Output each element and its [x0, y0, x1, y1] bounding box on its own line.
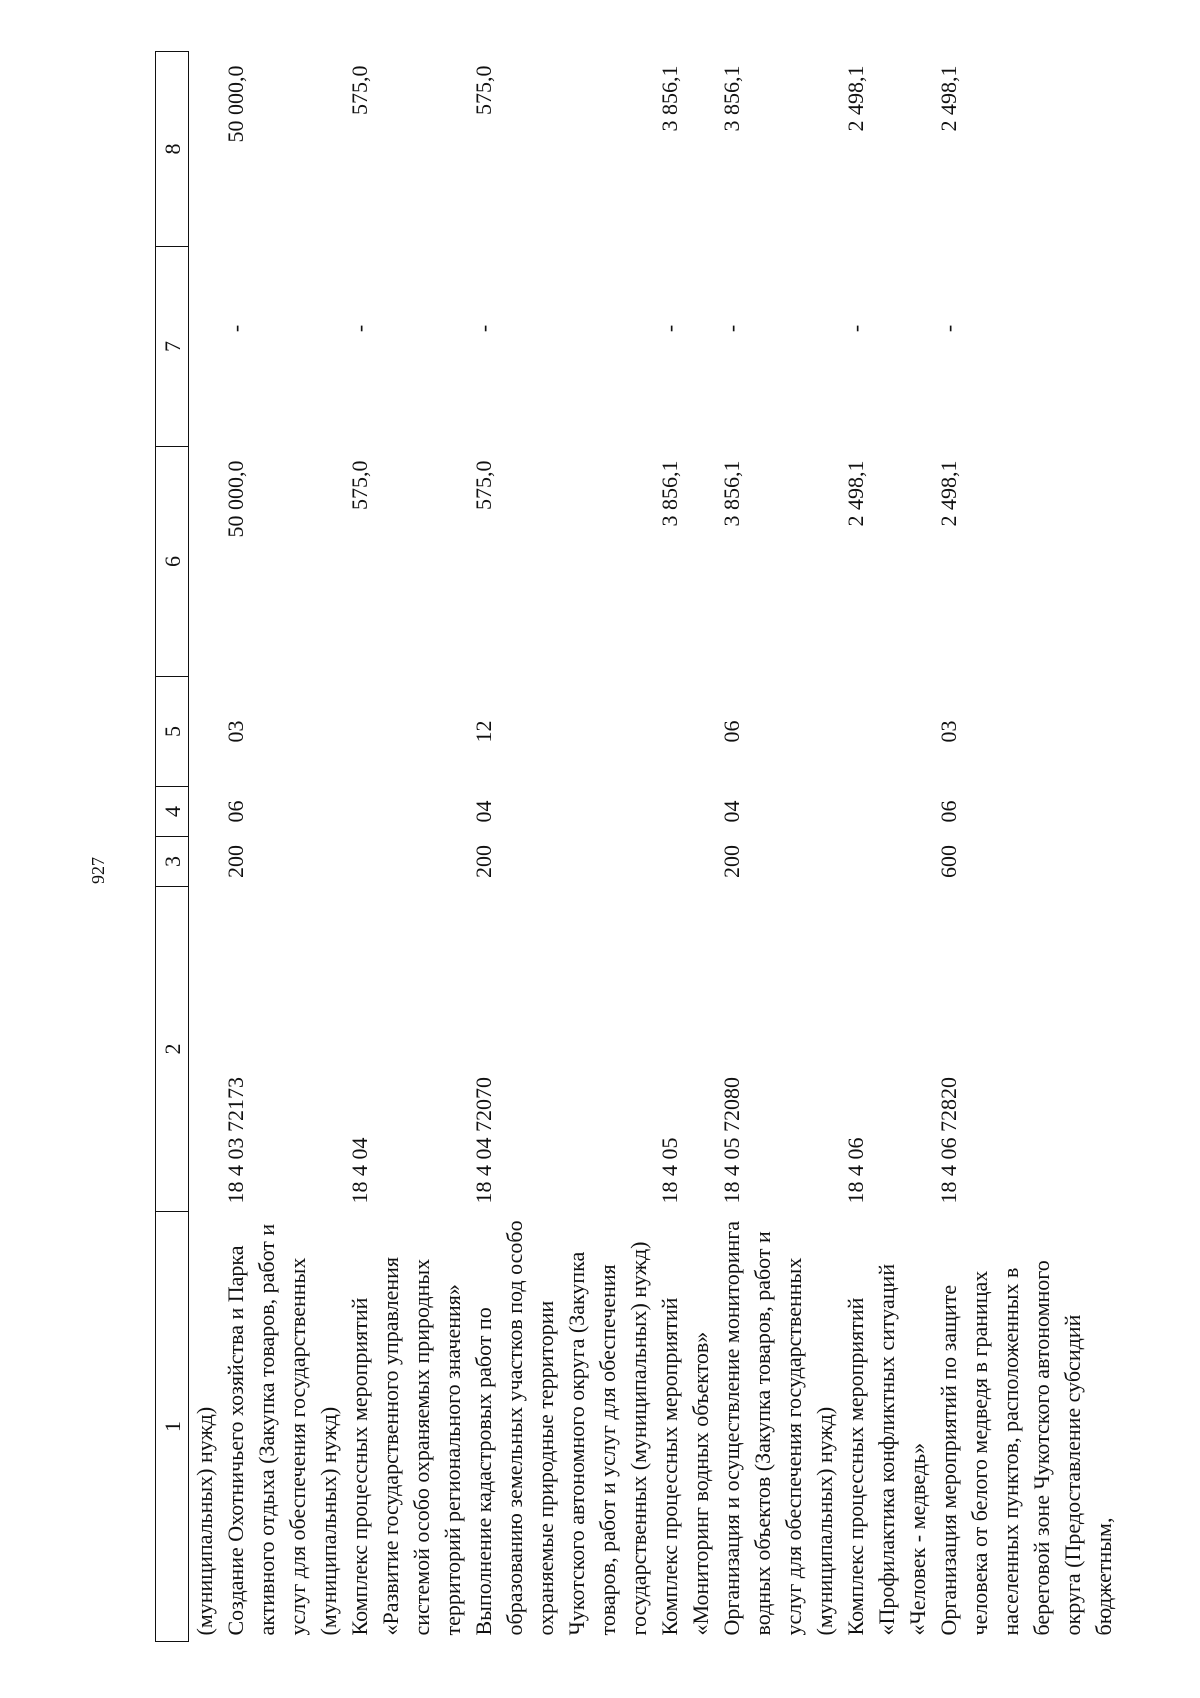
page-number-text: 927 — [87, 856, 108, 884]
cell-col-1: (муниципальных) нужд) — [192, 1406, 217, 1636]
cell-col-6: 575,0 — [471, 460, 496, 510]
cell-col-7: - — [347, 324, 372, 333]
table-row — [189, 52, 221, 1642]
cell-col-7: - — [657, 324, 682, 333]
cell-col-3 — [189, 837, 221, 887]
cell-col-4: 04 — [719, 800, 744, 823]
table-row — [716, 52, 840, 1642]
cell-col-5 — [189, 677, 221, 787]
cell-col-7: - — [843, 324, 868, 333]
cell-col-3: 200 — [471, 845, 496, 878]
cell-col-7: - — [936, 324, 961, 333]
col-header-4: 4 — [156, 787, 189, 837]
cell-col-3: 600 — [936, 845, 961, 878]
table-row — [933, 52, 1119, 1642]
cell-col-3: 200 — [223, 845, 248, 878]
table-row — [344, 52, 468, 1642]
cell-col-8: 3 856,1 — [719, 65, 744, 132]
cell-col-1: Организация и осуществление мониторинга водных объектов (Закупка товаров, работ и услуг для обеспечения государственных (муниципальных) нужд) — [719, 1220, 837, 1636]
col-header-8: 8 — [156, 52, 189, 247]
col-header-5: 5 — [156, 677, 189, 787]
table-row — [468, 52, 654, 1642]
cell-col-8: 575,0 — [471, 65, 496, 115]
cell-col-5: 03 — [223, 720, 248, 743]
cell-col-6 — [189, 447, 221, 677]
cell-col-7: - — [223, 324, 248, 333]
cell-col-6: 575,0 — [347, 460, 372, 510]
col-header-1: 1 — [156, 1212, 189, 1642]
table-row — [654, 52, 716, 1642]
table-row — [840, 52, 933, 1642]
cell-col-6: 3 856,1 — [719, 460, 744, 527]
cell-col-8: 3 856,1 — [657, 65, 682, 132]
cell-col-6: 2 498,1 — [936, 460, 961, 527]
cell-col-2: 18 4 06 72820 — [936, 1077, 961, 1204]
cell-col-6: 2 498,1 — [843, 460, 868, 527]
cell-col-4: 06 — [936, 800, 961, 823]
header-row — [156, 52, 189, 1642]
budget-table-rotated — [155, 52, 1116, 1642]
cell-col-8: 50 000,0 — [223, 65, 248, 143]
cell-col-8 — [189, 52, 221, 247]
cell-col-3: 200 — [719, 845, 744, 878]
cell-col-2 — [189, 887, 221, 1212]
col-header-3: 3 — [156, 837, 189, 887]
col-header-7: 7 — [156, 247, 189, 447]
table-row — [220, 52, 344, 1642]
cell-col-5 — [840, 677, 933, 787]
col-header-2: 2 — [156, 887, 189, 1212]
cell-col-4: 06 — [223, 800, 248, 823]
cell-col-2: 18 4 06 — [843, 1137, 868, 1204]
cell-col-1: Выполнение кадастровых работ по образованию земельных участков под особо охраняемые природные территории Чукотского автономного округа (Закупка товаров, работ и услуг для обеспечения государственных (муниципальных) нужд) — [471, 1220, 651, 1636]
cell-col-5: 03 — [936, 720, 961, 743]
cell-col-1: Комплекс процессных мероприятий «Профилактика конфликтных ситуаций «Человек - медведь» — [843, 1263, 930, 1636]
col-header-6: 6 — [156, 447, 189, 677]
cell-col-2: 18 4 04 72070 — [471, 1077, 496, 1204]
cell-col-3 — [840, 837, 933, 887]
cell-col-3 — [654, 837, 716, 887]
cell-col-1: Организация мероприятий по защите человека от белого медведя в границах населенных пунктов, расположенных в береговой зоне Чукотского автономного округа (Предоставление субсидий бюджетным, — [936, 1260, 1116, 1636]
cell-col-8: 2 498,1 — [936, 65, 961, 132]
cell-col-4 — [840, 787, 933, 837]
cell-col-1: Комплекс процессных мероприятий «Развитие государственного управления системой особо охраняемых природных территорий регионального значения» — [347, 1256, 465, 1636]
cell-col-5: 12 — [471, 720, 496, 743]
cell-col-6: 50 000,0 — [223, 460, 248, 538]
cell-col-2: 18 4 03 72173 — [223, 1077, 248, 1204]
budget-table — [155, 51, 1119, 1642]
cell-col-4 — [654, 787, 716, 837]
cell-col-4 — [189, 787, 221, 837]
cell-col-4: 04 — [471, 800, 496, 823]
cell-col-7: - — [719, 324, 744, 333]
cell-col-2: 18 4 05 — [657, 1137, 682, 1204]
cell-col-7 — [189, 247, 221, 447]
cell-col-1: Создание Охотничьего хозяйства и Парка активного отдыха (Закупка товаров, работ и услуг для обеспечения государственных (муниципальных) нужд) — [223, 1223, 341, 1636]
cell-col-2: 18 4 04 — [347, 1137, 372, 1204]
cell-col-6: 3 856,1 — [657, 460, 682, 527]
cell-col-3 — [344, 837, 468, 887]
cell-col-5 — [654, 677, 716, 787]
cell-col-7: - — [471, 324, 496, 333]
cell-col-5: 06 — [719, 720, 744, 743]
cell-col-2: 18 4 05 72080 — [719, 1077, 744, 1204]
cell-col-8: 575,0 — [347, 65, 372, 115]
cell-col-8: 2 498,1 — [843, 65, 868, 132]
cell-col-5 — [344, 677, 468, 787]
page-number — [88, 850, 108, 890]
cell-col-4 — [344, 787, 468, 837]
cell-col-1: Комплекс процессных мероприятий «Мониторинг водных объектов» — [657, 1297, 713, 1636]
